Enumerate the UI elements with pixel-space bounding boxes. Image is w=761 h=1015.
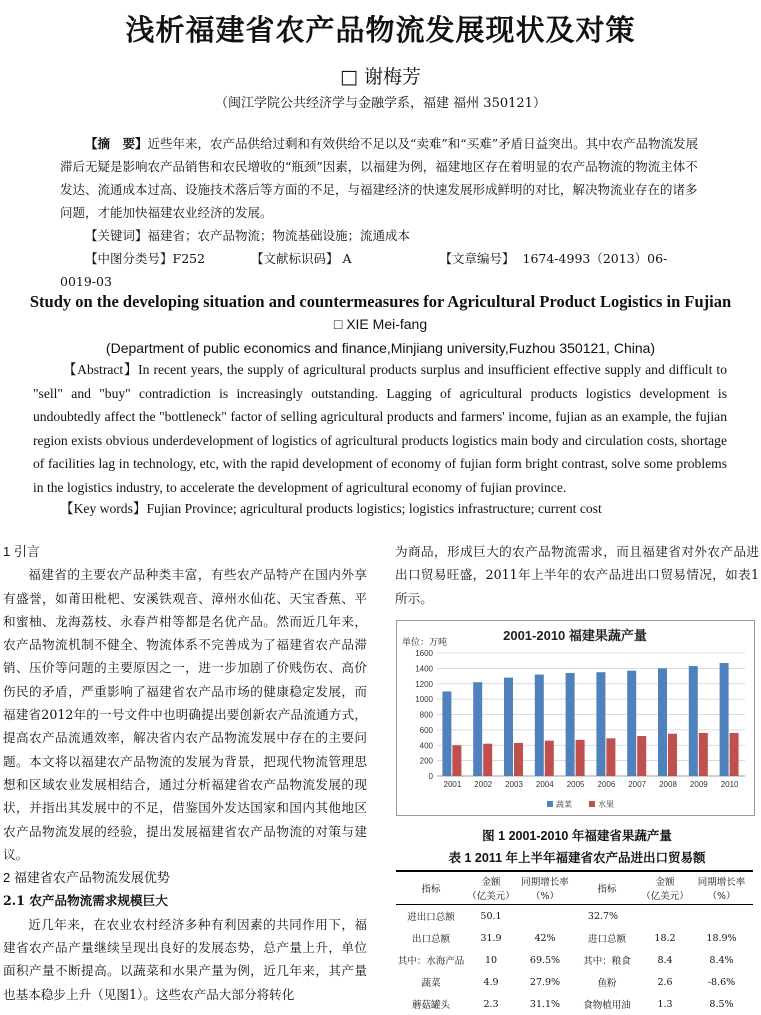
table-cell: 食物植用油 — [583, 1000, 631, 1011]
bar-fruit-2008 — [668, 734, 677, 776]
bar-fruit-2007 — [637, 736, 646, 776]
x-tick-label: 2007 — [628, 780, 647, 789]
table-cell: 其中：粮食 — [583, 956, 631, 967]
abstract-text: 近些年来，农产品供给过剩和有效供给不足以及“卖难”和“买难”矛盾日益突出。其中农产品物流发展滞后无疑是影响农产品销售和农民增收的“瓶颈”因素，以福建为例，福建地区存在着明显的农产品物流的物流主体不发达、流通成本过高、设施技术落后等方面的不足，与福建经济的快速发展形成鲜明的对比，解决物流业存在的诸多问题，才能加快福建农业经济的发展。 — [60, 136, 699, 220]
bar-vegetable-2008 — [658, 668, 667, 776]
y-tick-label: 1600 — [415, 649, 433, 658]
author: □ 谢梅芳 — [340, 66, 421, 88]
header-amount2-line2: （亿美元） — [641, 891, 689, 902]
clc-value: F252 — [172, 251, 206, 266]
header-amount2-line1: 金额 — [655, 877, 675, 888]
bar-vegetable-2005 — [566, 673, 575, 776]
chart-unit-label: 单位：万吨 — [402, 638, 448, 648]
trade-table — [396, 872, 753, 1015]
left-column — [3, 540, 367, 1006]
legend-label: 蔬菜 — [556, 800, 572, 809]
doc-code-label: 【文献标识码】 — [251, 251, 339, 266]
table-cell: 进口总额 — [587, 934, 626, 945]
bar-vegetable-2004 — [535, 675, 544, 776]
table-row — [396, 905, 753, 928]
y-tick-label: 1000 — [415, 695, 433, 705]
bar-chart — [397, 621, 754, 815]
table-cell: 32.7% — [587, 910, 619, 922]
table-cell: -8.6% — [707, 976, 736, 988]
affiliation: （闽江学院公共经济学与金融学系，福建 福州 350121） — [215, 96, 546, 111]
header-amount-line2: （亿美元） — [467, 891, 515, 902]
bar-fruit-2004 — [545, 741, 554, 776]
bar-fruit-2005 — [576, 740, 585, 776]
y-tick-label: 400 — [419, 741, 433, 751]
table-cell: 8.5% — [709, 998, 734, 1010]
table-cell: 31.9 — [480, 932, 502, 944]
table-cell: 42% — [534, 932, 556, 944]
bar-vegetable-2009 — [689, 666, 698, 776]
bar-fruit-2006 — [606, 738, 615, 776]
header-amount-line1: 金额 — [481, 877, 501, 888]
english-keywords-text: Fujian Province; agricultural products logistics; logistics infrastructure; current cost — [146, 501, 602, 516]
english-abstract-label: 【Abstract】 — [62, 362, 139, 377]
bar-vegetable-2003 — [504, 678, 513, 776]
header-indicator-2: 指标 — [597, 884, 617, 895]
header-growth — [516, 872, 574, 905]
header-growth-line1: 同期增长率 — [521, 877, 569, 888]
english-author: □ XIE Mei-fang — [333, 316, 428, 332]
bar-fruit-2009 — [699, 733, 708, 776]
x-tick-label: 2008 — [659, 780, 677, 789]
table-cell: 其中：水海产品 — [397, 956, 465, 967]
table-row — [396, 971, 753, 993]
right-column — [395, 540, 759, 610]
keywords-label: 【关键词】 — [85, 228, 148, 243]
legend-swatch — [589, 801, 595, 807]
english-keywords — [60, 497, 602, 517]
x-tick-label: 2009 — [689, 780, 708, 789]
legend-swatch — [547, 801, 553, 807]
bar-vegetable-2002 — [473, 682, 482, 776]
header-amount-2 — [640, 872, 690, 905]
table-cell: 27.9% — [529, 976, 561, 988]
clc-label: 【中图分类号】 — [85, 251, 173, 266]
table-cell: 8.4% — [709, 954, 734, 966]
y-tick-label: 1400 — [415, 664, 433, 674]
figure-1 — [396, 620, 755, 816]
bar-vegetable-2007 — [627, 671, 636, 776]
english-affiliation: (Department of public economics and finance,Minjiang university,Fuzhou 350121, China) — [105, 340, 656, 356]
table-cell: 鱼粉 — [597, 978, 617, 989]
paper-title: 浅析福建省农产品物流发展现状及对策 — [125, 13, 636, 47]
table-cell: 50.1 — [480, 910, 502, 922]
header-growth2-line2: （%） — [707, 891, 736, 902]
x-tick-label: 2003 — [505, 780, 523, 789]
right-paragraph: 为商品，形成巨大的农产品物流需求，而且福建省对外农产品进出口贸易旺盛，2011年上半年的农产品进出口贸易情况，如表1所示。 — [395, 544, 759, 606]
table-cell: 蘑菇罐头 — [411, 1000, 450, 1011]
bar-vegetable-2006 — [596, 672, 605, 776]
y-tick-label: 1200 — [415, 679, 433, 689]
section-heading-1: 1 引言 — [3, 544, 40, 559]
english-title: Study on the developing situation and countermeasures for Agricultural Product Logistics in Fujian — [29, 292, 732, 311]
section-2-1-paragraph: 近几年来，在农业农村经济多种有利因素的共同作用下，福建省农产品产量继续呈现出良好的发展态势，总产量上升，单位面积产量不断提高。以蔬菜和水果产量为例，近几年来，其产量也基本稳步上升（见图1）。这些农产品大部分将转化 — [3, 916, 367, 1002]
header-indicator: 指标 — [421, 884, 441, 895]
x-tick-label: 2005 — [566, 780, 585, 789]
subsection-heading-2-1: 2.1 农产品物流需求规模巨大 — [3, 893, 168, 909]
table-cell: 10 — [484, 954, 498, 966]
x-tick-label: 2002 — [474, 780, 493, 789]
table-cell: 8.4 — [657, 954, 673, 966]
bar-vegetable-2001 — [442, 691, 451, 776]
header-growth-2 — [690, 872, 753, 905]
abstract-label: 【摘 要】 — [85, 136, 148, 151]
article-no-value: 1674-4993（2013）06-0019-03 — [60, 251, 668, 289]
legend-label: 水果 — [598, 800, 614, 809]
chart-title: 2001-2010 福建果蔬产量 — [503, 628, 647, 643]
section-heading-2: 2 福建省农产品物流发展优势 — [3, 870, 170, 886]
y-tick-label: 200 — [419, 756, 433, 766]
table-row — [396, 993, 753, 1015]
header-growth2-line1: 同期增长率 — [697, 877, 746, 888]
table-row — [396, 949, 753, 971]
english-keywords-label: 【Key words】 — [60, 501, 147, 516]
y-tick-label: 600 — [419, 725, 433, 735]
header-amount — [466, 872, 516, 905]
table-row — [396, 927, 753, 949]
intro-paragraph: 福建省的主要农产品种类丰富，有些农产品特产在国内外享有盛誉，如莆田枇杷、安溪铁观音、漳州水仙花、天宝香蕉、平和蜜柚、龙海荔枝、永春芦柑等都是名优产品。然而近几年来，农产品物流机制不健全、物流体系不完善成为了福建省农产品滞销、压价等问题的主要原因之一，进一步加剧了价贱伤农、高价伤民的矛盾，严重影响了福建省农产品市场的健康稳定发展，而福建省2012年的一号文件中也明确提出要创新农产品流通方式，提高农产品流通效率，解决省内农产品物流发展中存在的主要问题。本文将以福建农产品物流的发展为背景，把现代物流管理思想和区域农业发展相结合，通过分析福建省农产品物流发展的现状，并指出其发展中的不足，借鉴国外发达国家和国内其他地区农产品物流发展的经验，提出发展福建省农产品物流的对策与建议。 — [3, 567, 367, 862]
x-tick-label: 2004 — [535, 780, 554, 789]
keywords: 福建省；农产品物流；物流基础设施；流通成本 — [147, 228, 411, 243]
table-cell: 18.2 — [654, 932, 676, 944]
x-tick-label: 2006 — [597, 780, 616, 789]
bar-fruit-2001 — [452, 745, 461, 776]
table-cell: 出口总额 — [411, 934, 450, 945]
table-cell: 2.6 — [657, 976, 673, 988]
english-abstract-text: In recent years, the supply of agricultural products surplus and insufficient effective supply and difficult to "sell" and "buy" contradiction is increasingly outstanding. Lagging of agricultural products logistics development is undoubtedly affect the "bottleneck" factor of selling agricultural products and farmers' income, fujian as an example, the fujian region exists obvious underdevelopment of logistics of agricultural products logistics main body and circulation costs, shortage of facilities lag in technology, etc, with the rapid development of economy of fujian form bright contrast, solve some problems in the logistics industry, to accelerate the development of agricultural economy of fujian province. — [33, 362, 727, 495]
abstract-cn — [60, 132, 700, 293]
english-abstract — [33, 358, 727, 500]
table-header-row — [396, 872, 753, 905]
bar-fruit-2010 — [730, 733, 739, 776]
table-cell: 4.9 — [483, 976, 499, 988]
table-cell: 69.5% — [529, 954, 561, 966]
header-growth-line2: （%） — [530, 891, 560, 902]
table-cell: 2.3 — [483, 998, 499, 1010]
table-caption: 表 1 2011 年上半年福建省农产品进出口贸易额 — [448, 851, 706, 865]
x-tick-label: 2001 — [443, 780, 462, 789]
table-1 — [396, 870, 753, 1015]
table-cell: 蔬菜 — [421, 978, 441, 989]
bar-vegetable-2010 — [720, 663, 729, 776]
bar-fruit-2003 — [514, 743, 523, 776]
y-tick-label: 0 — [428, 772, 433, 781]
table-cell: 1.3 — [657, 998, 673, 1010]
bar-fruit-2002 — [483, 744, 492, 776]
x-tick-label: 2010 — [720, 780, 739, 789]
table-cell: 进出口总额 — [407, 912, 455, 923]
figure-caption: 图 1 2001-2010 年福建省果蔬产量 — [482, 829, 672, 843]
table-cell: 31.1% — [529, 998, 561, 1010]
doc-code-value: A — [342, 251, 352, 266]
classification-row — [60, 247, 700, 293]
table-cell: 18.9% — [706, 932, 737, 944]
y-tick-label: 800 — [419, 710, 433, 720]
article-no-label: 【文章编号】 — [439, 251, 515, 266]
